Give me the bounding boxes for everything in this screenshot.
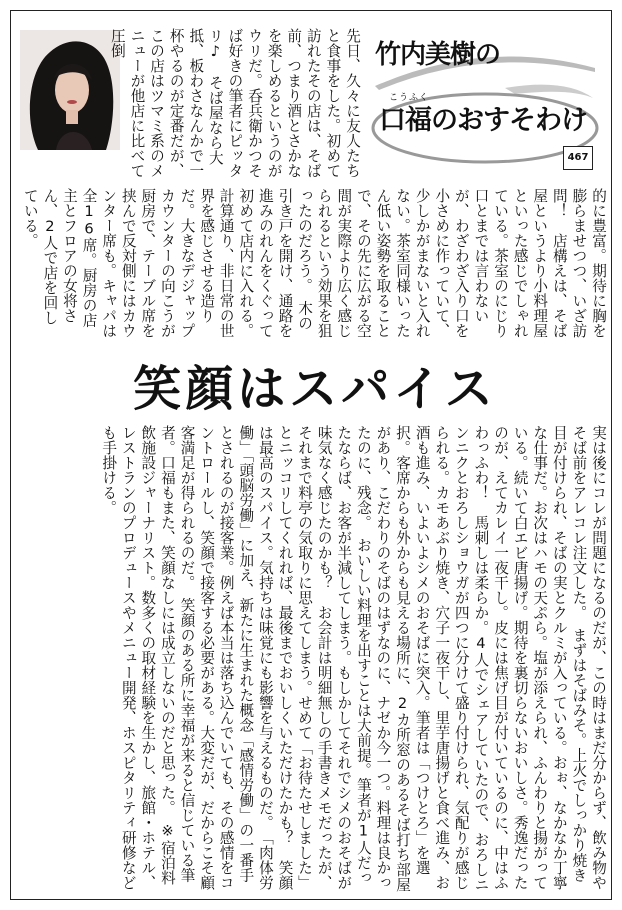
columnist-portrait-icon: [20, 30, 120, 150]
columnist-name-title: 竹内美樹の: [375, 40, 501, 70]
article-top-block-1: 先日、久々に友人たちと食事をした。初めて訪れたその店は、そば前、つまり酒とさかなを楽しめるというのがウリだ。呑兵衛かつそば好きの筆者にピッタリ♪ そば屋なら大抵、板わさなんかで一杯やるのが定番だが、この店はツマミ系のメニューが他店に比べて圧倒: [108, 28, 361, 178]
article-headline: 笑顔はスパイス: [133, 361, 497, 417]
columnist-photo: [20, 30, 120, 150]
column-number: 467: [563, 146, 593, 170]
column-title-block: [365, 28, 597, 178]
article-bottom-block: 実は後にコレが問題になるのだが、この時はまだ分からず、飲み物やそば前をアレコレ注文した。 まずはそばみそ。上火でしっかり焼き目が付けられ、そばの実とクルミが入っている。おぉ、なかなか丁寧な仕事だ。お次はハモの天ぷら。塩が添えられ、ふんわりと揚がっている。続いて白エビ唐揚げ。期待を裏切らないおいしさ。秀逸だったのが、えてカレイ一夜干し。皮には焦げ目が付いているのに、中はふわっふわ！ 馬刺しは柔らか。4人でシェアしていたので、おろしニンニクとおろしショウガが四つに分けて盛り付けられ、気配りが感じられる。カモあぶり焼き、穴子一夜干し、里芋唐揚げと食べ進み、お酒も進み、いよいよシメのおそばに突入。筆者は「つけとろ」を選択。客席からも外からも見える場所に、2カ所窓のあるそば打ち部屋があり、こだわりのそばのはずなのに、ナゼか今一つ。料理は良かったのに、残念。 おいしい料理を出すことは大前提。筆者が1人だったならば、お客が半減してしまう。もしかしてそれでシメのおそばが味気なく感じたのかも？ お会計は明細無しの手書きメモだったが、それまで料亭の気取りに思えてしまう。せめて「お待たせしました」とニッコリしてくれれば、最後までおいしくいただけたかも？ 笑顔は最高のスパイス。気持ちは味覚にも影響を与えるものだ。 「肉体労働」「頭脳労働」に加え、新たに生まれた概念「感情労働」の一番手とされるのが接客業。例えば本当は落ち込んでいても、その感情をコントロールし、笑顔で接客する必要がある。大変だが、だからこそ顧客満足が得られるのだ。 笑顔のある所に幸福が来ると信じている筆者。口福もまた、笑顔なしには成立しないのだと思った。 ※宿泊料飲施設ジャーナリスト。数多くの取材経験を生かし、旅館・ホテル、レストランのプロデュースやメニュー開発、ホスピタリティ研修なども手掛ける。: [100, 425, 607, 893]
article-top-block-2: 的に豊富。期待に胸を膨らませつつ、いざ訪問！ 店構えは、そば屋というより小料理屋といった感じでしゃれている。茶室のにじり口とまでは言わないが、わざわざ入り口を小さめに作っていて、少しかがまないと入れない。茶室同様いったん低い姿勢を取ることで、その先に広がる空間が実際より広く感じられるという効果を狙ったのだろう。 木の引き戸を開け、通路を進みのれんをくぐって初めて店内に入れる。計算通り、非日常の世界を感じさせる造りだ。大きなデジャップカウンターの向こうが厨房で、テーブル席を挟んで反対側にはカウンター席も。キャパは全16席。厨房の店主とフロアの女将さん、2人で店を回している。: [21, 188, 607, 338]
column-series-title: 口福のおすそわけ: [379, 105, 587, 136]
title-ruby: こうふく: [389, 93, 430, 103]
